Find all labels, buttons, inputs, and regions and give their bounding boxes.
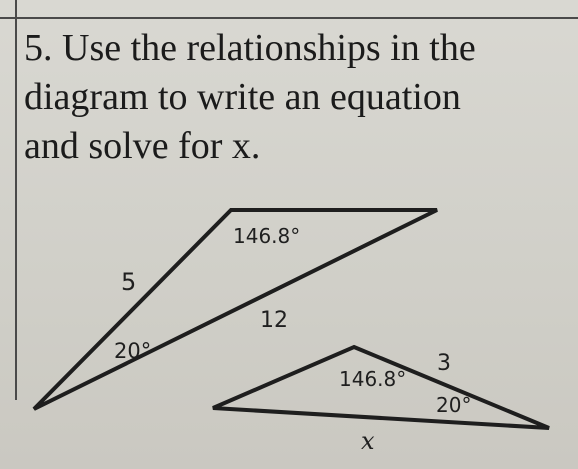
small-triangle-bottom-side: x (361, 427, 375, 455)
small-triangle-right-side: 3 (437, 351, 451, 376)
large-triangle-bottom-side: 12 (260, 308, 288, 333)
problem-text-line-2: diagram to write an equation (24, 76, 461, 118)
problem-number: 5. (24, 27, 53, 69)
large-triangle-bottom-angle: 20° (114, 339, 152, 363)
large-triangle-left-side: 5 (121, 268, 137, 296)
large-triangle-top-angle: 146.8° (233, 224, 301, 248)
problem-text-line-1: Use the relationships in the (62, 27, 476, 69)
small-triangle-right-angle: 20° (436, 393, 472, 417)
small-triangle-top-angle: 146.8° (339, 367, 407, 391)
problem-text-line-3: and solve for x. (24, 125, 261, 167)
